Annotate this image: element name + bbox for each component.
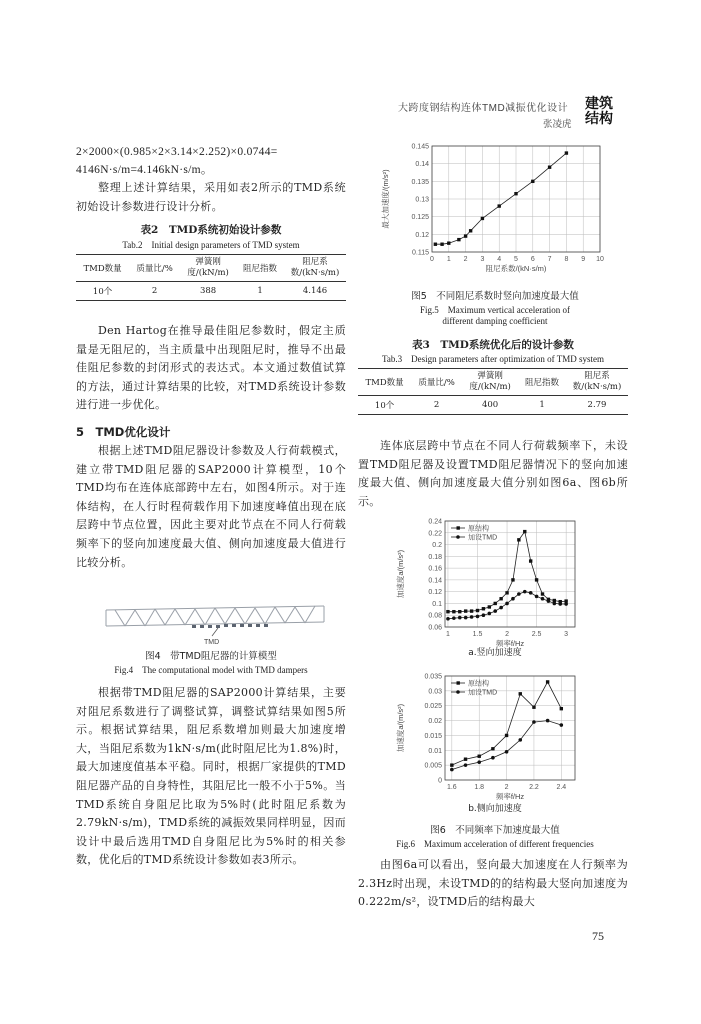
fig6-caption-en: Fig.6 Maximum acceleration of different frequencies	[396, 839, 594, 849]
y-axis-label: 加速度a/(m/s²)	[396, 549, 405, 599]
data-point	[499, 606, 503, 610]
data-point	[511, 578, 514, 581]
table3-cell: 2.79	[566, 396, 628, 415]
y-tick-label: 0.14	[428, 577, 442, 585]
data-point	[491, 756, 495, 760]
y-tick-label: 0.125	[411, 214, 429, 222]
paragraph-1: 整理上述计算结果，采用如表2所示的TMD系统初始设计参数进行设计分析。	[76, 181, 346, 213]
data-point	[493, 609, 497, 613]
data-point	[529, 591, 533, 595]
data-point	[565, 151, 568, 154]
y-tick-label: 0.145	[411, 143, 429, 151]
table2-cell: 4.146	[284, 282, 346, 301]
y-tick-label: 0	[438, 777, 442, 785]
data-point	[523, 530, 526, 533]
x-tick-label: 1	[446, 256, 451, 263]
data-point	[440, 243, 443, 246]
data-point	[499, 597, 502, 600]
data-point	[452, 616, 456, 620]
journal-logo	[585, 97, 625, 127]
fig4-label: TMD	[204, 639, 220, 646]
x-tick-label: 2.4	[556, 784, 567, 791]
data-point	[547, 599, 551, 603]
data-point	[482, 607, 485, 610]
table3-cell: 400	[462, 396, 518, 415]
y-tick-label: 0.22	[428, 530, 442, 538]
table3-header: 阻尼系数/(kN·s/m)	[566, 369, 628, 396]
x-tick-label: 2	[505, 631, 509, 638]
x-tick-label: 4	[497, 256, 502, 263]
table3-cell: 10个	[358, 396, 411, 415]
legend-label: 原结构	[468, 525, 489, 533]
journal-logo-bottom: 结构	[585, 111, 613, 127]
x-tick-label: 1.6	[446, 784, 457, 791]
table3-header: 弹簧刚度/(kN/m)	[462, 369, 518, 396]
x-tick-label: 3	[480, 256, 485, 263]
y-tick-label: 0.06	[428, 624, 442, 632]
fig5-caption-en-2: different damping coefficient	[442, 316, 548, 326]
data-point	[532, 706, 535, 709]
y-tick-label: 0.08	[428, 612, 442, 620]
data-point	[464, 616, 468, 620]
table2-cell: 388	[180, 282, 236, 301]
data-point	[498, 204, 501, 207]
legend-marker	[456, 535, 460, 539]
fig5-chart	[380, 140, 610, 285]
x-tick-label: 1	[446, 631, 450, 638]
data-point	[518, 738, 522, 742]
x-tick-label: 3	[564, 631, 569, 638]
data-point	[560, 707, 563, 710]
x-tick-label: 5	[514, 256, 518, 263]
data-point	[505, 602, 509, 606]
data-point	[505, 591, 508, 594]
table2-title-en: Tab.2 Initial design parameters of TMD system	[122, 240, 300, 250]
y-tick-label: 0.14	[415, 161, 429, 169]
data-point	[517, 538, 520, 541]
x-tick-label: 0	[430, 256, 434, 263]
data-point	[519, 692, 522, 695]
fig4-model	[100, 598, 330, 646]
x-tick-label: 2	[504, 784, 509, 791]
table2-cell: 1	[236, 282, 284, 301]
data-point	[541, 597, 545, 601]
table2-cell: 10个	[76, 282, 129, 301]
x-tick-label: 2.2	[529, 784, 539, 791]
data-point	[482, 613, 486, 617]
table3-title: 表3 TMD系统优化后的设计参数	[412, 339, 574, 351]
series-line	[435, 153, 566, 244]
data-point	[546, 719, 550, 723]
table2-header: 阻尼系数/(kN·s/m)	[284, 255, 346, 282]
table2-header: 弹簧刚度/(kN/m)	[180, 255, 236, 282]
y-tick-label: 0.115	[412, 249, 429, 257]
data-point	[548, 166, 551, 169]
data-point	[529, 559, 532, 562]
table-3	[358, 368, 628, 415]
table3-header: TMD数量	[358, 369, 411, 396]
data-point	[564, 602, 568, 606]
fig6b-subcaption: b.侧向加速度	[468, 804, 522, 814]
data-point	[494, 602, 497, 605]
data-point	[535, 578, 538, 581]
data-point	[488, 605, 491, 608]
data-point	[464, 763, 468, 767]
y-tick-label: 0.01	[428, 747, 442, 755]
x-axis-label: 频率f/Hz	[495, 639, 525, 648]
data-point	[450, 763, 453, 766]
y-tick-label: 0.025	[424, 703, 442, 711]
y-tick-label: 0.03	[428, 688, 442, 696]
y-tick-label: 0.13	[415, 196, 429, 204]
data-point	[458, 610, 461, 613]
running-title: 大跨度钢结构连体TMD减振优化设计	[398, 103, 569, 114]
paragraph-5: 连体底层跨中节点在不同人行荷载频率下，未设置TMD阻尼器及设置TMD阻尼器情况下的竖向加速度最大值、侧向加速度最大值分别如图6a、图6b所示。	[358, 439, 628, 508]
table3-title-en: Tab.3 Design parameters after optimization of TMD system	[382, 354, 604, 364]
data-point	[434, 243, 437, 246]
y-tick-label: 0.18	[428, 553, 442, 561]
paragraph-6: 由图6a可以看出，竖向最大加速度在人行频率为2.3Hz时出现，未设TMD的的结构最大竖向加速度为0.222m/s²，设TMD后的结构最大	[358, 858, 628, 909]
x-tick-label: 10	[596, 256, 604, 263]
data-point	[546, 680, 549, 683]
fig4-caption-en: Fig.4 The computational model with TMD dampers	[114, 665, 308, 675]
legend-marker	[457, 681, 460, 684]
table2-header: 质量比/%	[129, 255, 180, 282]
x-tick-label: 8	[564, 256, 569, 263]
y-tick-label: 0.1	[432, 600, 442, 608]
y-tick-label: 0.16	[428, 565, 442, 573]
data-point	[478, 755, 481, 758]
table3-cell: 1	[518, 396, 566, 415]
table2-title: 表2 TMD系统初始设计参数	[140, 224, 282, 236]
x-tick-label: 1.5	[472, 631, 483, 638]
data-point	[532, 720, 536, 724]
formula-line-2: 4146N·s/m=4.146kN·s/m。	[76, 164, 213, 176]
data-point	[505, 750, 509, 754]
data-point	[488, 612, 492, 616]
fig6a-chart	[395, 515, 595, 648]
y-tick-label: 0.24	[428, 518, 442, 526]
data-point	[505, 734, 508, 737]
data-point	[517, 592, 521, 596]
x-axis-label: 阻尼系数/(kN·s/m)	[485, 264, 547, 273]
data-point	[476, 609, 479, 612]
table3-cell: 2	[411, 396, 462, 415]
data-point	[464, 758, 467, 761]
table-row	[358, 396, 628, 415]
journal-logo-top: 建筑	[585, 96, 613, 112]
y-tick-label: 0.135	[411, 178, 429, 186]
legend-label: 原结构	[468, 680, 489, 688]
fig5-caption: 图5 不同阻尼系数时竖向加速度最大值	[411, 291, 579, 302]
data-point	[511, 597, 515, 601]
legend-label: 加设TMD	[468, 534, 498, 542]
data-point	[491, 747, 494, 750]
data-point	[470, 609, 473, 612]
legend-marker	[456, 690, 460, 694]
y-tick-label: 0.02	[428, 718, 442, 726]
y-tick-label: 0.12	[415, 231, 429, 239]
y-axis-label: 加速度a/(m/s²)	[396, 703, 405, 753]
data-point	[541, 592, 544, 595]
data-point	[458, 616, 462, 620]
table3-header: 阻尼指数	[518, 369, 566, 396]
data-point	[477, 760, 481, 764]
data-point	[558, 602, 562, 606]
y-tick-label: 0.2	[432, 542, 442, 550]
running-author: 张凌虎	[543, 119, 572, 130]
fig6b-chart	[395, 668, 595, 801]
y-tick-label: 0.005	[424, 762, 442, 770]
data-point	[481, 217, 484, 220]
y-tick-label: 0.015	[424, 732, 442, 740]
paragraph-2: Den Hartog在推导最佳阻尼参数时，假定主质量是无阻尼的，当主质量中出现阻尼时，推导不出最佳阻尼参数的封闭形式的表达式。本文通过数值试算的方法，通过计算结果的比较，对TMD系统设计参数进行进一步优化。	[76, 324, 346, 412]
table3-header: 质量比/%	[411, 369, 462, 396]
x-tick-label: 1.8	[474, 784, 485, 791]
table-row	[76, 282, 346, 301]
table2-header: TMD数量	[76, 255, 129, 282]
data-point	[452, 610, 455, 613]
fig6a-subcaption: a.竖向加速度	[468, 648, 522, 658]
data-point	[560, 723, 564, 727]
data-point	[469, 229, 472, 232]
fig5-caption-en-1: Fig.5 Maximum vertical acceleration of	[420, 305, 570, 315]
data-point	[531, 180, 534, 183]
table2-header: 阻尼指数	[236, 255, 284, 282]
paragraph-3: 根据上述TMD阻尼器设计参数及人行荷载模式，建立带TMD阻尼器的SAP2000计算模型，10个TMD均布在连体底部跨中左右，如图4所示。对于连体结构，在人行时程荷载作用下加速度峰值出现在底层跨中节点位置，因此主要对此节点在不同人行荷载频率下的竖向加速度最大值、侧向加速度最大值进行比较分析。	[76, 444, 346, 569]
x-tick-label: 7	[547, 256, 552, 263]
paragraph-4: 根据带TMD阻尼器的SAP2000计算结果，主要对阻尼系数进行了调整试算，调整试算结果如图5所示。根据试算结果，阻尼系数增加则最大加速度增大，当阻尼系数为1kN·s/m(此时阻尼比为1.8%)时，最大加速度值基本平稳。同时，根据厂家提供的TMD阻尼器产品的自身特性，其阻尼比一般不小于5%。当TMD系统自身阻尼比取为5%时(此时阻尼系数为2.79kN·s/m)，TMD系统的减振效果同样明显，因而设计中最后选用TMD自身阻尼比为5%时的相关参数，优化后的TMD系统设计参数如表3所示。	[76, 686, 346, 867]
page-number: 75	[592, 929, 604, 943]
data-point	[446, 617, 450, 621]
x-tick-label: 2	[463, 256, 468, 263]
data-point	[535, 595, 539, 599]
data-point	[464, 234, 467, 237]
y-tick-label: 0.12	[428, 589, 442, 597]
legend-marker	[457, 526, 460, 529]
fig6-caption: 图6 不同频率下加速度最大值	[430, 825, 560, 836]
data-point	[457, 238, 460, 241]
x-tick-label: 6	[530, 256, 535, 263]
fig4-caption: 图4 带TMD阻尼器的计算模型	[145, 651, 277, 662]
table2-cell: 2	[129, 282, 180, 301]
data-point	[447, 241, 450, 244]
table-2	[76, 254, 346, 301]
section-title: 5 TMD优化设计	[76, 425, 171, 439]
data-point	[553, 602, 557, 606]
data-point	[523, 590, 527, 594]
y-tick-label: 0.035	[424, 673, 442, 681]
x-tick-label: 9	[581, 256, 586, 263]
x-axis-label: 频率f/Hz	[495, 792, 525, 801]
data-point	[446, 610, 449, 613]
y-axis-label: 最大加速度/(m/s²)	[381, 169, 390, 229]
formula-line-1: 2×2000×(0.985×2×3.14×2.252)×0.0744=	[76, 146, 278, 158]
data-point	[464, 609, 467, 612]
data-point	[450, 768, 454, 772]
data-point	[476, 615, 480, 619]
x-tick-label: 2.5	[531, 631, 542, 638]
data-point	[470, 615, 474, 619]
data-point	[514, 192, 517, 195]
legend-label: 加设TMD	[468, 689, 498, 697]
